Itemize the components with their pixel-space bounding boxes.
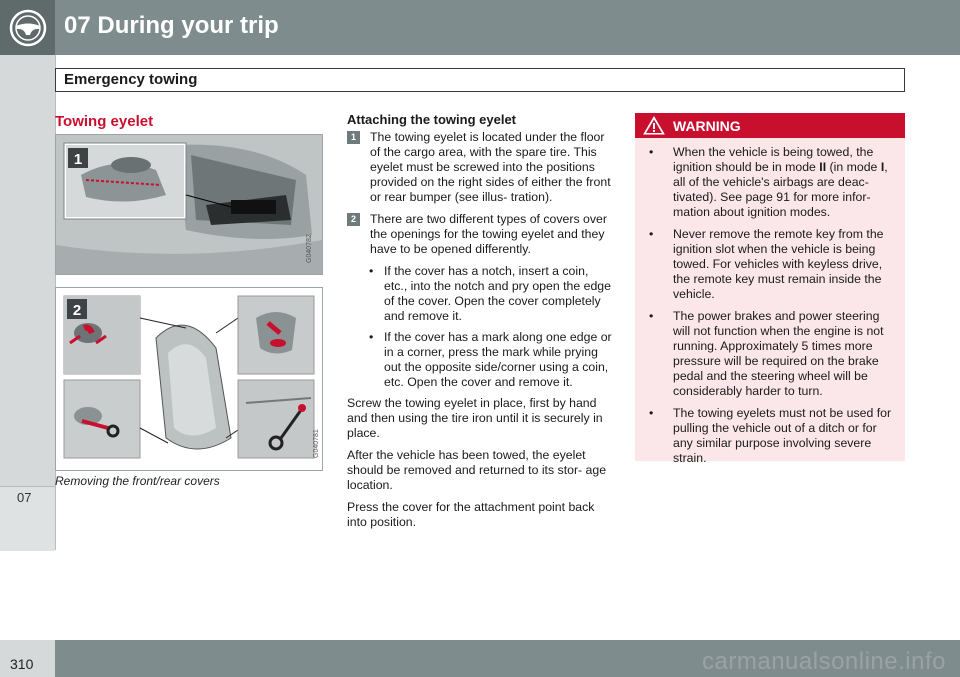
- chapter-tab[interactable]: [0, 486, 55, 551]
- step-text: There are two different types of covers over the openings for the towing eyelet and they have to be opened differently.: [370, 212, 607, 256]
- bullet-text: If the cover has a mark along one edge or in a corner, press the mark while prying out the opposite side/corner using a coin, etc. Open the cover and remove it.: [384, 330, 612, 389]
- instructions-column: [347, 112, 615, 537]
- figure-covers: [55, 287, 323, 471]
- cargo-illustration: [56, 135, 322, 274]
- warning-text-part: When the vehicle is being towed, the ignition should be in mode: [673, 145, 874, 174]
- chapter-sidebar: [0, 55, 56, 550]
- warning-item-text: The towing eyelets must not be used for pulling the vehicle out of a ditch or for any similar purpose involving severe strain.: [673, 406, 892, 465]
- figure2-code: G040781: [313, 429, 320, 458]
- ignition-mode-I: I: [880, 160, 885, 174]
- chapter-title: 07 During your trip: [64, 12, 279, 39]
- warning-item-text: [673, 145, 897, 220]
- figure-caption: Removing the front/rear covers: [55, 474, 220, 488]
- bullet-icon: •: [369, 264, 374, 278]
- warning-text-part: (in mode: [826, 160, 881, 174]
- warning-item: [643, 309, 897, 399]
- step-number-badge: 2: [347, 213, 360, 226]
- section-title-box: [55, 68, 905, 92]
- figure-cargo-area: [55, 134, 323, 275]
- bullet-icon: •: [649, 406, 654, 420]
- bullet-icon: •: [369, 330, 374, 344]
- warning-triangle-icon: [643, 116, 665, 135]
- watermark: carmanualsonline.info: [702, 648, 946, 675]
- page-number: 310: [10, 656, 34, 672]
- figure2-badge: 2: [72, 302, 82, 319]
- steering-wheel-icon: [8, 8, 48, 48]
- page-number-box: [0, 640, 55, 677]
- step-number-badge: 1: [347, 131, 360, 144]
- ignition-mode-II: II: [819, 160, 827, 174]
- logo-box: [0, 0, 55, 55]
- section-title: Emergency towing: [64, 71, 198, 88]
- bullet-text: If the cover has a notch, insert a coin, etc., into the notch and pry open the edge of the cover. Open the cover completely and remove it.: [384, 264, 611, 323]
- warning-box: [635, 113, 905, 465]
- warning-title: WARNING: [673, 118, 741, 134]
- paragraph: Screw the towing eyelet in place, first by hand and then using the tire iron until it is securely in place.: [347, 396, 603, 440]
- warning-text-part: , all of the vehicle's airbags are deac- tivated). See page 91 for more infor- mation about ignition modes.: [673, 160, 888, 219]
- figure1-badge: 1: [73, 151, 83, 168]
- warning-item: [643, 227, 897, 302]
- bullet-icon: •: [649, 309, 654, 323]
- bullet-item: [347, 330, 615, 390]
- warning-header: [635, 113, 905, 138]
- paragraph: Press the cover for the attachment point back into position.: [347, 500, 595, 529]
- covers-illustration: [56, 288, 322, 470]
- towing-eyelet-heading: Towing eyelet: [55, 113, 154, 130]
- attaching-heading: Attaching the towing eyelet: [347, 112, 517, 127]
- warning-body: [635, 138, 905, 466]
- bullet-icon: •: [649, 145, 654, 159]
- step-text: The towing eyelet is located under the floor of the cargo area, with the spare tire. This eyelet must be screwed into the positions provided on the right sides of either the front or rear bumper (see illus- tration).: [370, 130, 611, 204]
- warning-item: [643, 145, 897, 220]
- chapter-number: 07: [17, 490, 32, 505]
- paragraph: After the vehicle has been towed, the eyelet should be removed and returned to its stor- age location.: [347, 448, 607, 492]
- bullet-item: [347, 264, 615, 324]
- warning-item-text: Never remove the remote key from the ignition slot when the vehicle is being towed. For vehicles with keyless drive, the remote key must remain inside the vehicle.: [673, 227, 884, 301]
- step-2: [347, 212, 615, 257]
- figure1-code: G040782: [306, 234, 313, 263]
- step-1: [347, 130, 615, 205]
- warning-item-text: The power brakes and power steering will not function when the engine is not running. Approximately 5 times more pressure will be required on the brake pedal and the steering wheel will be considerably harder to turn.: [673, 309, 884, 398]
- bullet-icon: •: [649, 227, 654, 241]
- warning-item: [643, 406, 897, 466]
